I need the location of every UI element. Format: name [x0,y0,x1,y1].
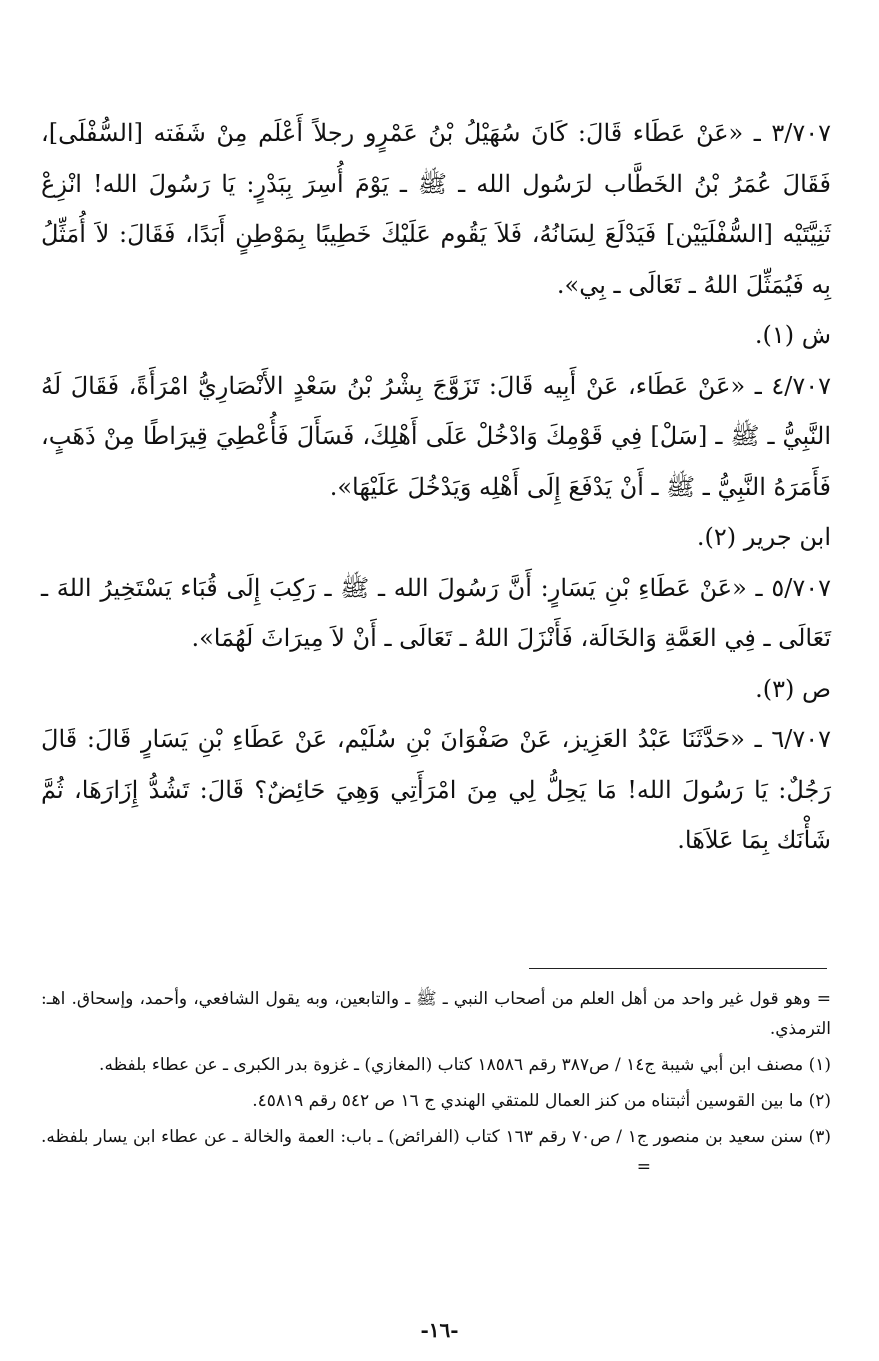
footnote-divider [529,968,827,969]
footnote-continuation: = وهو قول غير واحد من أهل العلم من أصحاب النبي ـ ﷺ ـ والتابعين، وبه يقول الشافعي، وأحمد، وإسحاق. اهـ: الترمذي. [41,989,831,1039]
hadith-5-source: ص (٣). [755,674,831,703]
footnote-3 [41,1122,831,1182]
hadith-3-source: ش (١). [754,321,831,349]
hadith-5: ٥/٧٠٧ ـ «عَنْ عَطَاءِ بْنِ يَسَارٍ: أَنَّ رَسُولَ الله ـ ﷺ ـ رَكِبَ إِلَى قُبَاء يَسْتَخِيرُ اللهَ ـ تَعَالَى ـ فِي العَمَّةِ وَالخَالَة، فَأَنْزَلَ اللهُ ـ تَعَالَى ـ أَنْ لاَ مِيرَاثَ لَهُمَا». [41,573,831,652]
hadith-3: ٣/٧٠٧ ـ «عَنْ عَطَاء قَالَ: كَانَ سُهَيْلُ بْنُ عَمْرٍو رجلاً أَعْلَم مِنْ شَفَته [السُّفْلَى]، فَقَالَ عُمَرُ بْنُ الخَطَّاب لرَسُول الله ـ ﷺ ـ يَوْمَ أُسِرَ بِبَدْرٍ: يَا رَسُولَ الله! انْزِعْ ثَنِيَّتَيْه [السُّفْلَيَيْن] فَيَدْلَعَ لِسَانُهُ، فَلاَ يَقُوم عَلَيْكَ خَطِيبًا بِمَوْطِنٍ أَبَدًا، فَقَالَ: لاَ أُمَثِّلُ بِه فَيُمَثِّلَ اللهُ ـ تَعَالَى ـ بِي». [41,119,831,299]
footnotes [41,984,831,1188]
page-number: -١٦- [420,1318,459,1342]
footnote-2: (٢) ما بين القوسين أثبتناه من كنز العمال للمتقي الهندي ج ١٦ ص ٥٤٢ رقم ٤٥٨١٩. [252,1091,831,1111]
footnote-continues-marker: = [636,1157,651,1177]
footnote-3-text: (٣) سنن سعيد بن منصور ج١ / ص٧٠ رقم ١٦٣ كتاب (الفرائض) ـ باب: العمة والخالة ـ عن عطاء ابن يسار بلفظه. [41,1127,831,1147]
hadith-6: ٦/٧٠٧ ـ «حَدَّثَنَا عَبْدُ العَزِيز، عَنْ صَفْوَانَ بْنِ سُلَيْم، عَنْ عَطَاءِ بْنِ يَسَارٍ قَالَ: قَالَ رَجُلٌ: يَا رَسُولَ الله! مَا يَحِلُّ لِي مِنَ امْرَأَتِي وَهِيَ حَائِضٌ؟ قَالَ: تَشُدُّ إِزَارَهَا، ثُمَّ شَأْنَك بِمَا عَلاَهَا. [41,725,831,854]
main-text [41,108,831,866]
footnote-1: (١) مصنف ابن أبي شيبة ج١٤ / ص٣٨٧ رقم ١٨٥٨٦ كتاب (المغازي) ـ غزوة بدر الكبرى ـ عن عطاء بلفظه. [99,1055,831,1075]
hadith-4: ٤/٧٠٧ ـ «عَنْ عَطَاء، عَنْ أَبِيه قَالَ: تَزَوَّجَ بِشْرُ بْنُ سَعْدٍ الأَنْصَارِيُّ امْرَأَةً، فَقَالَ لَهُ النَّبِيُّ ـ ﷺ ـ [سَلْ] فِي قَوْمِكَ وَادْخُلْ عَلَى أَهْلِكَ، فَسَأَلَ فَأُعْطِيَ قِيرَاطًا مِنْ ذَهَبٍ، فَأَمَرَهُ النَّبِيُّ ـ ﷺ ـ أَنْ يَدْفَعَ إِلَى أَهْلِه وَيَدْخُلَ عَلَيْهَا». [41,371,831,501]
hadith-4-source: ابن جرير (٢). [696,523,831,551]
